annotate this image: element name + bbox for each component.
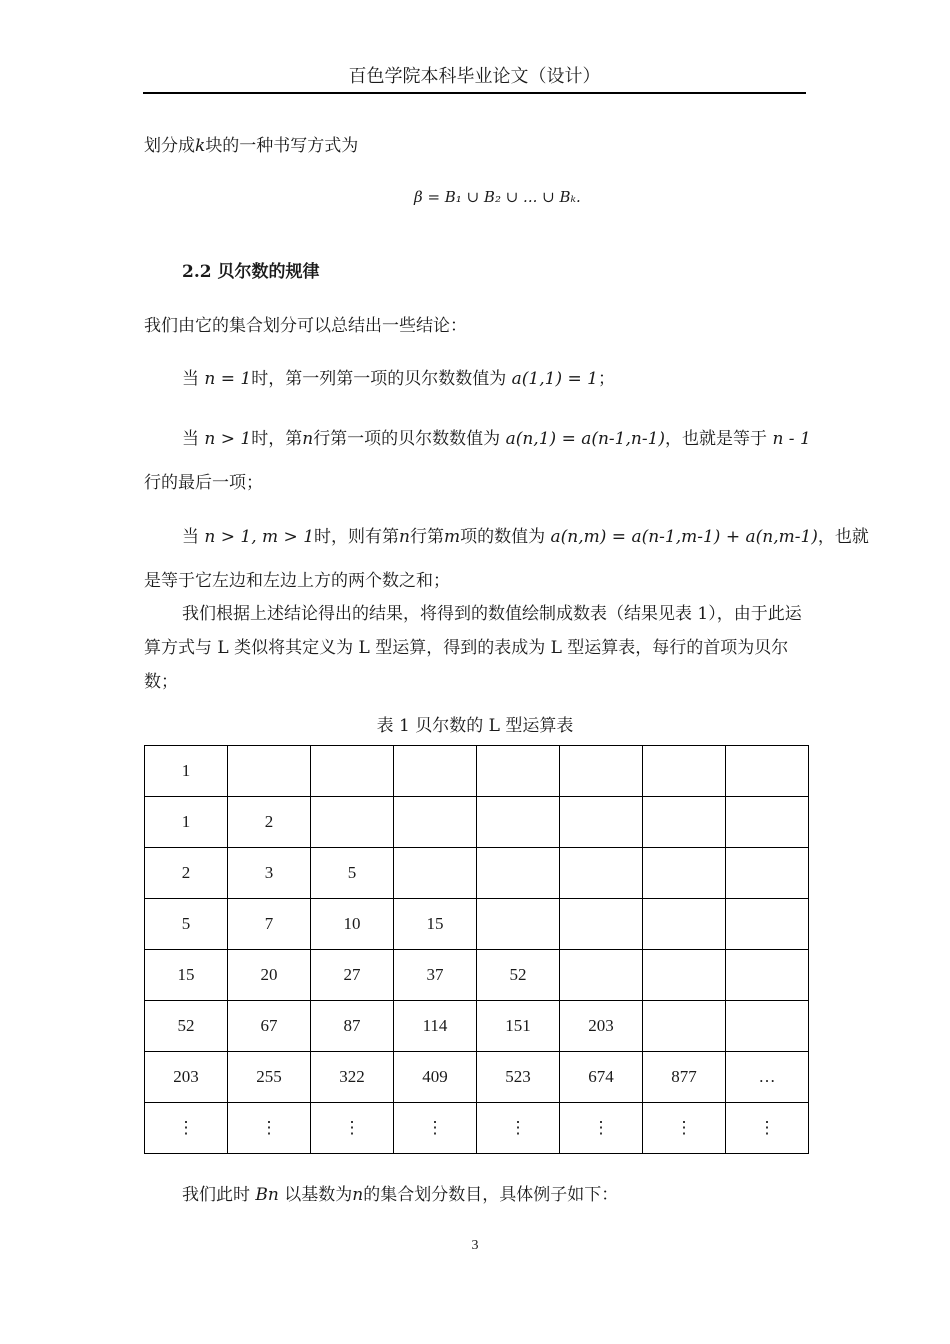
rule-line [182, 424, 811, 449]
table-cell: ⋮ [394, 1103, 477, 1154]
math-variable: n [399, 527, 410, 547]
table-cell: 1 [145, 746, 228, 797]
table-cell [726, 950, 809, 1001]
formula-text: β = B₁ ∪ B₂ ∪ ... ∪ Bₖ. [414, 188, 581, 206]
table-cell [726, 899, 809, 950]
math-variable: k [195, 136, 206, 156]
text-fragment: 我们此时 [182, 1185, 250, 1205]
rule-line [182, 364, 615, 389]
section-heading: 2.2 贝尔数的规律 [182, 262, 320, 282]
math-formula: Bn [255, 1185, 279, 1205]
table-cell: 37 [394, 950, 477, 1001]
table-row [145, 1052, 809, 1103]
text-fragment: 块的一种书写方式为 [205, 136, 359, 156]
table-cell: 67 [228, 1001, 311, 1052]
table-row [145, 848, 809, 899]
table-cell: ⋮ [560, 1103, 643, 1154]
text-line: 是等于它左边和左边上方的两个数之和； [144, 571, 450, 591]
table-cell: 2 [145, 848, 228, 899]
math-formula: a(n,m) = a(n-1,m-1) + a(n,m-1) [550, 527, 818, 547]
table-cell: ⋮ [643, 1103, 726, 1154]
page-number: 3 [471, 1238, 479, 1253]
table-cell: 877 [643, 1052, 726, 1103]
table-row [145, 1001, 809, 1052]
text-fragment: 的集合划分数目，具体例子如下： [363, 1185, 619, 1205]
paragraph: 我们由它的集合划分可以总结出一些结论： [144, 316, 467, 336]
table-cell [643, 950, 726, 1001]
table-cell [643, 1001, 726, 1052]
table-cell [560, 797, 643, 848]
table-cell: 3 [228, 848, 311, 899]
table-cell [726, 848, 809, 899]
table-cell: ⋮ [145, 1103, 228, 1154]
text-fragment: ，也就 [817, 527, 869, 547]
table-row [145, 1103, 809, 1154]
table-cell [477, 899, 560, 950]
display-formula [414, 188, 581, 206]
table-cell [394, 746, 477, 797]
table-cell: 114 [394, 1001, 477, 1052]
table-cell [643, 899, 726, 950]
text-line [144, 131, 358, 156]
table-cell [394, 797, 477, 848]
table-cell: ⋮ [726, 1103, 809, 1154]
math-expression: n - 1 [772, 429, 811, 449]
table-cell [560, 746, 643, 797]
table-cell: 203 [145, 1052, 228, 1103]
table-cell [726, 1001, 809, 1052]
math-condition: n > 1, m > 1 [204, 527, 315, 547]
text-fragment: 行第一项的贝尔数数值为 [313, 429, 501, 449]
text-fragment: 当 [182, 429, 199, 449]
text-fragment: 以基数为 [284, 1185, 353, 1205]
table-cell [477, 746, 560, 797]
table-cell: 87 [311, 1001, 394, 1052]
math-condition: n > 1 [204, 429, 252, 449]
page-header: 百色学院本科毕业论文（设计） [143, 62, 806, 94]
math-variable: n [302, 429, 314, 449]
table-cell: 5 [145, 899, 228, 950]
table-cell [311, 797, 394, 848]
table-cell [560, 950, 643, 1001]
table-cell: ⋮ [311, 1103, 394, 1154]
table-cell: 27 [311, 950, 394, 1001]
bell-number-table [144, 745, 809, 1154]
table-cell [726, 746, 809, 797]
table-cell [560, 848, 643, 899]
table-cell: 10 [311, 899, 394, 950]
table-caption: 表 1 贝尔数的 L 型运算表 [376, 716, 574, 736]
table-cell [311, 746, 394, 797]
text-fragment: 当 [182, 369, 199, 389]
table-cell [643, 848, 726, 899]
table-row [145, 797, 809, 848]
rule-line [182, 522, 869, 547]
text-fragment: 项的数值为 [460, 527, 546, 547]
table-cell: 7 [228, 899, 311, 950]
text-fragment: 时，则有第 [314, 527, 400, 547]
text-fragment: 时，第 [251, 429, 303, 449]
table-cell: 2 [228, 797, 311, 848]
paragraph: 我们根据上述结论得出的结果，将得到的数值绘制成数表（结果见表 1），由于此运算方式与 L 类似将其定义为 L 型运算，得到的表成为 L 型运算表，每行的首项为贝尔数； [144, 604, 802, 692]
table-cell [477, 797, 560, 848]
text-fragment: ，也就是等于 [665, 429, 768, 449]
table-row [145, 746, 809, 797]
math-variable: n [352, 1185, 364, 1205]
table-cell: 1 [145, 797, 228, 848]
math-variable: m [443, 527, 461, 547]
table-cell: 255 [228, 1052, 311, 1103]
table-cell: 523 [477, 1052, 560, 1103]
table-row [145, 899, 809, 950]
table-cell: 322 [311, 1052, 394, 1103]
table-cell: 151 [477, 1001, 560, 1052]
table-cell [643, 746, 726, 797]
text-fragment: 当 [182, 527, 199, 547]
text-line [182, 1180, 618, 1205]
text-fragment: 划分成 [144, 136, 195, 156]
text-fragment: 时，第一列第一项的贝尔数数值为 [251, 369, 507, 389]
table-cell: ⋮ [477, 1103, 560, 1154]
table-cell: 52 [477, 950, 560, 1001]
text-fragment: 行第 [409, 527, 444, 547]
table-cell: 409 [394, 1052, 477, 1103]
table-row [145, 950, 809, 1001]
table-cell: 674 [560, 1052, 643, 1103]
text-line: 行的最后一项； [144, 473, 263, 493]
table-cell: … [726, 1052, 809, 1103]
text-fragment: ； [597, 369, 615, 389]
table-cell: 52 [145, 1001, 228, 1052]
math-condition: n = 1 [204, 369, 252, 389]
table-cell: 15 [145, 950, 228, 1001]
math-formula: a(n,1) = a(n-1,n-1) [505, 429, 666, 449]
table-cell [643, 797, 726, 848]
table-cell: 5 [311, 848, 394, 899]
table-cell [394, 848, 477, 899]
table-cell: 15 [394, 899, 477, 950]
table-cell: ⋮ [228, 1103, 311, 1154]
table-cell: 20 [228, 950, 311, 1001]
table-cell [477, 848, 560, 899]
table-cell [228, 746, 311, 797]
table-cell [560, 899, 643, 950]
math-formula: a(1,1) = 1 [511, 369, 598, 389]
table-cell: 203 [560, 1001, 643, 1052]
table-cell [726, 797, 809, 848]
